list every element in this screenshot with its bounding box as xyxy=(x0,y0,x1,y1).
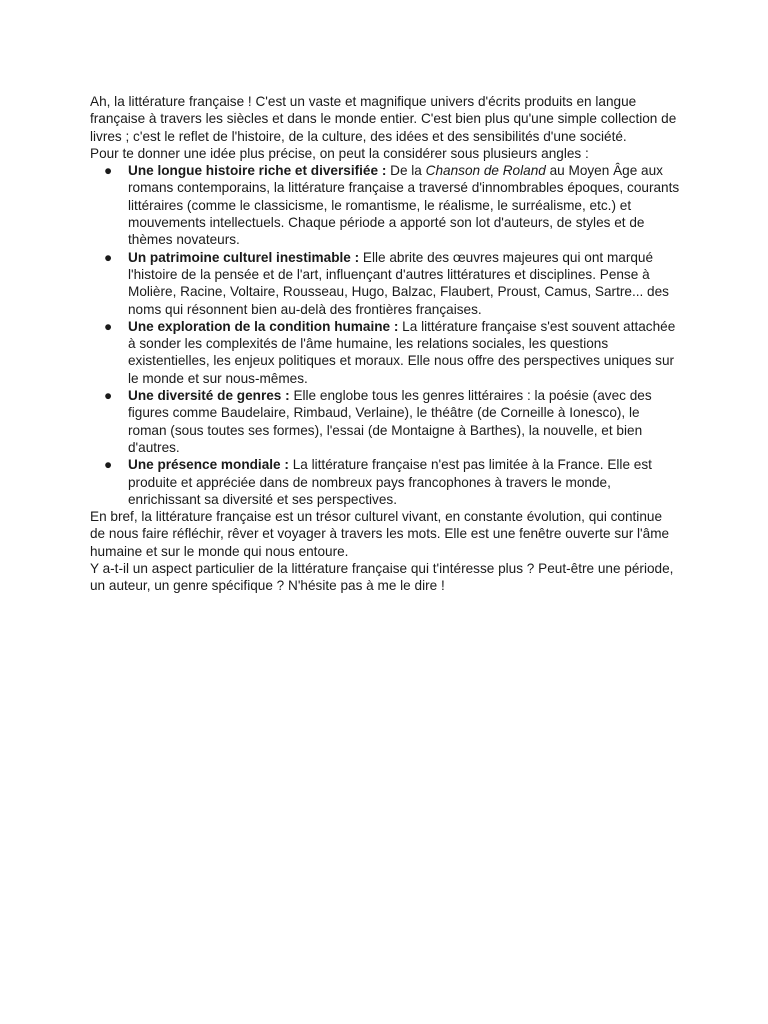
bullet-icon: ● xyxy=(104,388,113,404)
list-item-term: Une présence mondiale : xyxy=(128,457,289,473)
list-item-text: La littérature française s'est souvent attachée à sonder les complexités de l'âme humaine, les relations sociales, les questions existentielles, les enjeux politiques et moraux. Elle nous offre des perspectives uniques sur le monde et sur nous-mêmes. xyxy=(128,318,676,386)
aspects-list xyxy=(90,162,680,508)
list-item-text: Elle englobe tous les genres littéraires : la poésie (avec des figures comme Baudelaire, Rimbaud, Verlaine), le théâtre (de Corneille à Ionesco), le roman (sous toutes ses formes), l'essai (de Montaigne à Barthes), la nouvelle, et bien d'autres. xyxy=(128,388,652,455)
conclusion-paragraph: En bref, la littérature française est un trésor culturel vivant, en constante évolution, qui continue de nous faire réfléchir, rêver et voyager à travers les mots. Elle est une fenêtre ouverte sur l'âme humaine et sur le monde qui nous entoure. xyxy=(90,509,670,559)
list-item-term: Une diversité de genres : xyxy=(128,388,290,404)
list-item-text: Elle abrite des œuvres majeures qui ont marqué l'histoire de la pensée et de l'art, influençant d'autres littératures et disciplines. Pense à Molière, Racine, Voltaire, Rousseau, Hugo, Balzac, Flaubert, Proust, Camus, Sartre... des noms qui résonnent bien au-delà des frontières françaises. xyxy=(128,249,669,317)
list-item-title: Chanson de Roland xyxy=(425,163,546,179)
list-item-term: Une longue histoire riche et diversifiée : xyxy=(128,163,387,179)
list-item xyxy=(90,162,680,248)
list-item-text: au Moyen Âge aux romans contemporains, la littérature française a traversé d'innombrables époques, courants littéraires (comme le classicisme, le romantisme, le réalisme, le surréalisme, etc.) et mouvements intellectuels. Chaque période a apporté son lot d'auteurs, de styles et de thèmes novateurs. xyxy=(128,163,680,248)
list-item xyxy=(90,456,680,508)
bullet-icon: ● xyxy=(104,163,113,179)
list-item xyxy=(90,387,680,456)
list-item xyxy=(90,249,680,318)
question-paragraph: Y a-t-il un aspect particulier de la littérature française qui t'intéresse plus ? Peut-être une période, un auteur, un genre spécifique ? N'hésite pas à me le dire ! xyxy=(90,561,674,594)
list-item-text: De la xyxy=(386,163,426,179)
list-item-term: Une exploration de la condition humaine : xyxy=(128,318,399,334)
list-item-text: La littérature française n'est pas limitée à la France. Elle est produite et appréciée dans de nombreux pays francophones à travers le monde, enrichissant sa diversité et ses perspectives. xyxy=(128,457,652,507)
bullet-icon: ● xyxy=(104,457,113,473)
bullet-icon: ● xyxy=(104,318,113,334)
document-page xyxy=(90,93,680,595)
list-item xyxy=(90,318,680,387)
lead-paragraph: Pour te donner une idée plus précise, on peut la considérer sous plusieurs angles : xyxy=(90,145,589,161)
intro-paragraph: Ah, la littérature française ! C'est un vaste et magnifique univers d'écrits produits en langue française à travers les siècles et dans le monde entier. C'est bien plus qu'une simple collection de livres ; c'est le reflet de l'histoire, de la culture, des idées et des sensibilités d'une société. xyxy=(90,94,677,144)
list-item-term: Un patrimoine culturel inestimable : xyxy=(128,249,360,265)
bullet-icon: ● xyxy=(104,249,113,265)
